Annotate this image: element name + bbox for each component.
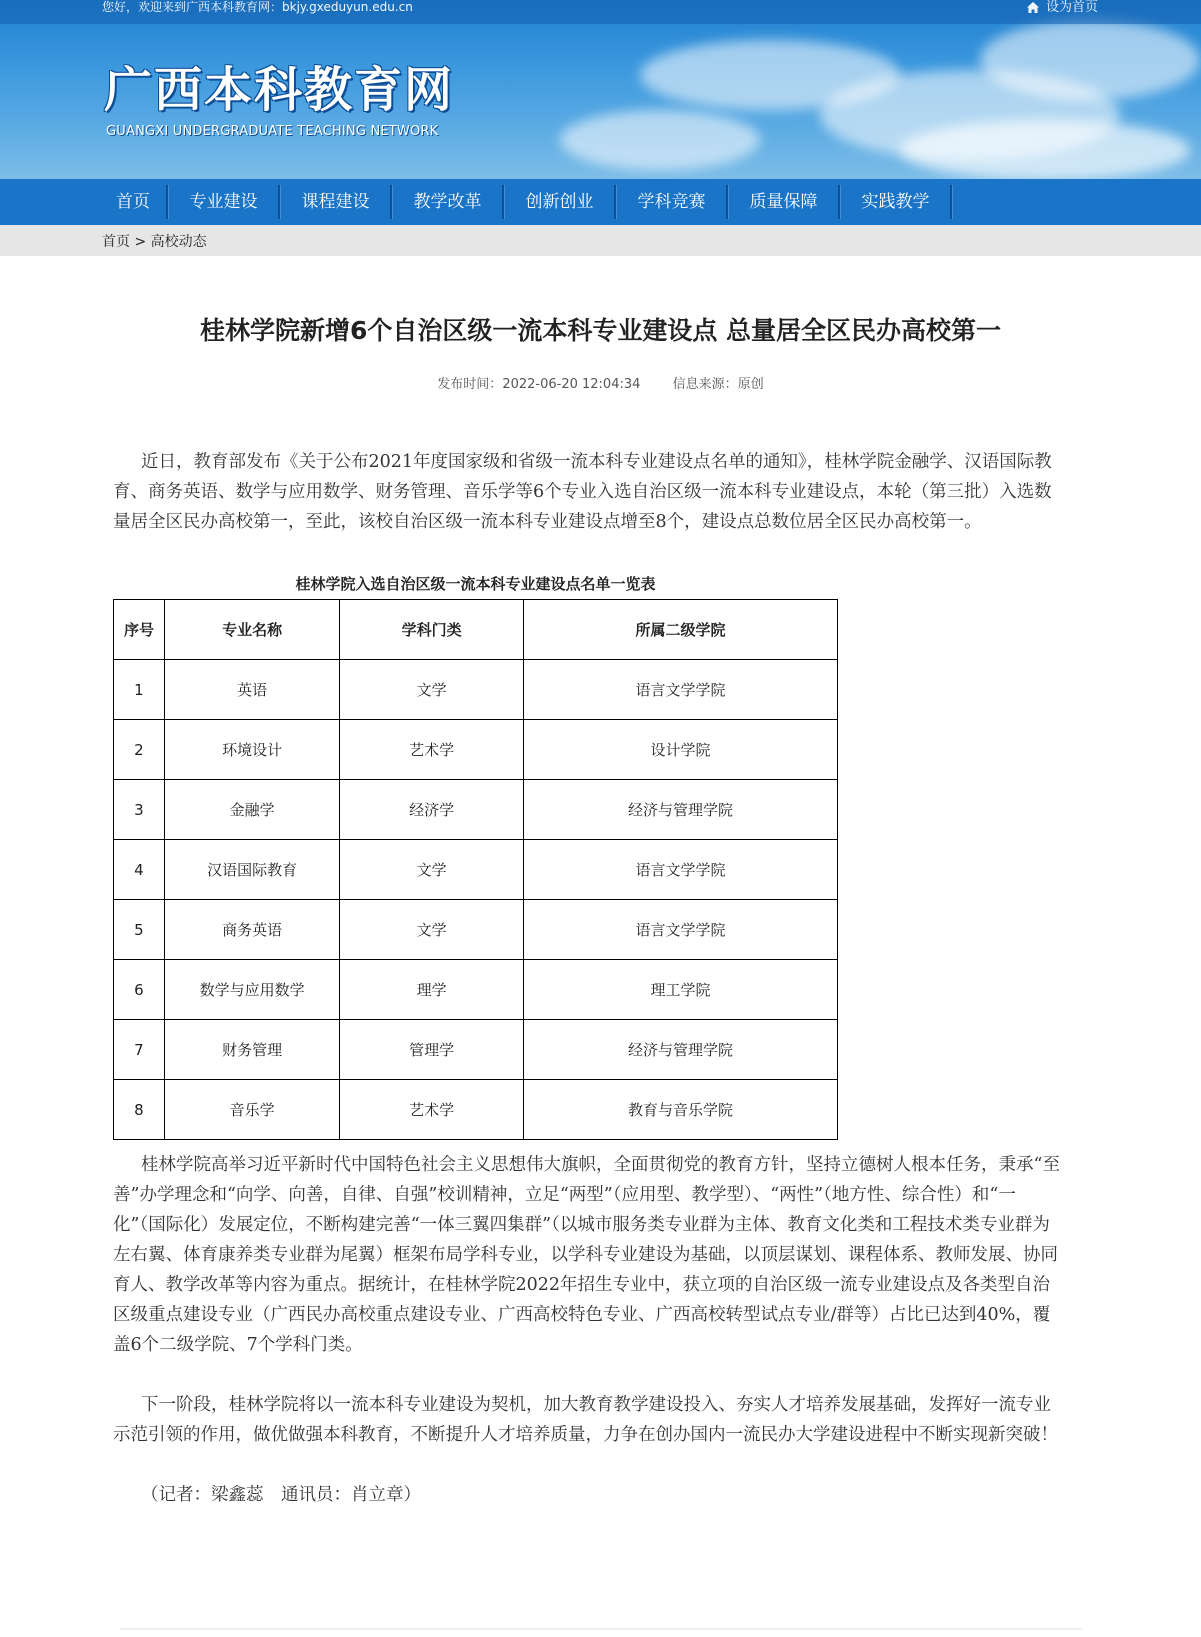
table-header-cell: 所属二级学院: [523, 600, 837, 660]
source-label: 信息来源：: [672, 377, 738, 392]
cloud-decoration: [980, 20, 1200, 100]
table-cell: 环境设计: [164, 720, 340, 780]
table-row: [114, 960, 838, 1020]
main-nav: [0, 179, 1201, 225]
breadcrumb-separator: >: [134, 234, 147, 250]
table-cell: 4: [114, 840, 165, 900]
nav-divider: [950, 185, 953, 219]
table-cell: 文学: [340, 840, 523, 900]
table-cell: 设计学院: [523, 720, 837, 780]
table-cell: 英语: [164, 660, 340, 720]
breadcrumb-current[interactable]: 高校动态: [150, 234, 207, 250]
table-row: [114, 840, 838, 900]
table-row: [114, 780, 838, 840]
table-cell: 3: [114, 780, 165, 840]
table-cell: 艺术学: [340, 1080, 523, 1140]
article-paragraph-1: 近日，教育部发布《关于公布2021年度国家级和省级一流本科专业建设点名单的通知》，桂林学院金融学、汉语国际教育、商务英语、数学与应用数学、财务管理、音乐学等6个专业入选自治区级一流本科专业建设点，本轮（第三批）入选数量居全区民办高校第一，至此，该校自治区级一流本科专业建设点增至8个，建设点总数位居全区民办高校第一。: [113, 452, 1052, 532]
table-cell: 数学与应用数学: [164, 960, 340, 1020]
table-row: [114, 900, 838, 960]
nav-item-competitions[interactable]: 学科竞赛: [637, 192, 706, 212]
table-header-cell: 学科门类: [340, 600, 523, 660]
table-cell: 5: [114, 900, 165, 960]
table-row: [114, 1020, 838, 1080]
table-cell: 经济与管理学院: [523, 780, 837, 840]
table-cell: 理学: [340, 960, 523, 1020]
table-row: [114, 1080, 838, 1140]
table-header-cell: 序号: [114, 600, 165, 660]
table-cell: 语言文学学院: [523, 840, 837, 900]
article-byline: （记者：梁鑫蕊 通讯员：肖立章）: [141, 1485, 421, 1505]
table-cell: 1: [114, 660, 165, 720]
table-cell: 艺术学: [340, 720, 523, 780]
nav-item-quality-assurance[interactable]: 质量保障: [749, 192, 818, 212]
table-cell: 6: [114, 960, 165, 1020]
welcome-text: 您好，欢迎来到广西本科教育网：bkjy.gxeduyun.edu.cn: [102, 0, 413, 14]
table-caption: 桂林学院入选自治区级一流本科专业建设点名单一览表: [295, 575, 656, 593]
table-cell: 经济与管理学院: [523, 1020, 837, 1080]
published-label: 发布时间：: [437, 377, 503, 392]
table-cell: 经济学: [340, 780, 523, 840]
nav-item-innovation[interactable]: 创新创业: [525, 192, 594, 212]
nav-item-teaching-reform[interactable]: 教学改革: [413, 192, 482, 212]
table-row: [114, 660, 838, 720]
breadcrumb-home[interactable]: 首页: [102, 234, 130, 250]
site-logo-english: GUANGXI UNDERGRADUATE TEACHING NETWORK: [106, 124, 439, 139]
table-row: [114, 720, 838, 780]
table-cell: 教育与音乐学院: [523, 1080, 837, 1140]
table-cell: 文学: [340, 660, 523, 720]
cloud-decoration: [560, 110, 760, 170]
cloud-decoration: [900, 120, 1190, 179]
table-cell: 语言文学学院: [523, 660, 837, 720]
table-cell: 理工学院: [523, 960, 837, 1020]
source-value: 原创: [737, 377, 764, 392]
table-cell: 汉语国际教育: [164, 840, 340, 900]
nav-item-practice-teaching[interactable]: 实践教学: [861, 192, 930, 212]
home-icon[interactable]: [1026, 1, 1040, 14]
table-cell: 7: [114, 1020, 165, 1080]
table-cell: 2: [114, 720, 165, 780]
article-meta: [0, 377, 1201, 393]
table-cell: 音乐学: [164, 1080, 340, 1140]
nav-item-course-construction[interactable]: 课程建设: [301, 192, 370, 212]
nav-item-major-construction[interactable]: 专业建设: [189, 192, 258, 212]
table-header-cell: 专业名称: [164, 600, 340, 660]
article-paragraph-2: 桂林学院高举习近平新时代中国特色社会主义思想伟大旗帜，全面贯彻党的教育方针，坚持立德树人根本任务，秉承“至善”办学理念和“向学、向善，自律、自强”校训精神，立足“两型”（应用型、教学型）、“两性”（地方性、综合性）和“一化”（国际化）发展定位，不断构建完善“一体三翼四集群”（以城市服务类专业群为主体、教育文化类和工程技术类专业群为左右翼、体育康养类专业群为尾翼）框架布局学科专业，以学科专业建设为基础，以顶层谋划、课程体系、教师发展、协同育人、教学改革等内容为重点。据统计，在桂林学院2022年招生专业中，获立项的自治区级一流专业建设点及各类型自治区级重点建设专业（广西民办高校重点建设专业、广西高校特色专业、广西高校转型试点专业/群等）占比已达到40%，覆盖6个二级学院、7个学科门类。: [113, 1155, 1060, 1355]
table-cell: 商务英语: [164, 900, 340, 960]
article-paragraph-3: 下一阶段，桂林学院将以一流本科专业建设为契机，加大教育教学建设投入、夯实人才培养发展基础，发挥好一流专业示范引领的作用，做优做强本科教育，不断提升人才培养质量，力争在创办国内一流民办大学建设进程中不断实现新突破！: [113, 1395, 1058, 1445]
table-cell: 金融学: [164, 780, 340, 840]
site-header: [0, 0, 1201, 179]
footer-divider: [120, 1628, 1082, 1630]
table-cell: 8: [114, 1080, 165, 1140]
article-title: 桂林学院新增6个自治区级一流本科专业建设点 总量居全区民办高校第一: [199, 316, 1002, 345]
breadcrumb: [102, 234, 207, 250]
set-home-link[interactable]: 设为首页: [1046, 0, 1099, 15]
nav-item-home[interactable]: 首页: [116, 192, 150, 212]
site-logo[interactable]: 广西本科教育网: [104, 62, 455, 118]
table-cell: 文学: [340, 900, 523, 960]
table-cell: 管理学: [340, 1020, 523, 1080]
table-cell: 语言文学学院: [523, 900, 837, 960]
majors-table: [113, 599, 838, 1140]
table-cell: 财务管理: [164, 1020, 340, 1080]
published-time: 2022-06-20 12:04:34: [502, 377, 641, 392]
table-header-row: [114, 600, 838, 660]
